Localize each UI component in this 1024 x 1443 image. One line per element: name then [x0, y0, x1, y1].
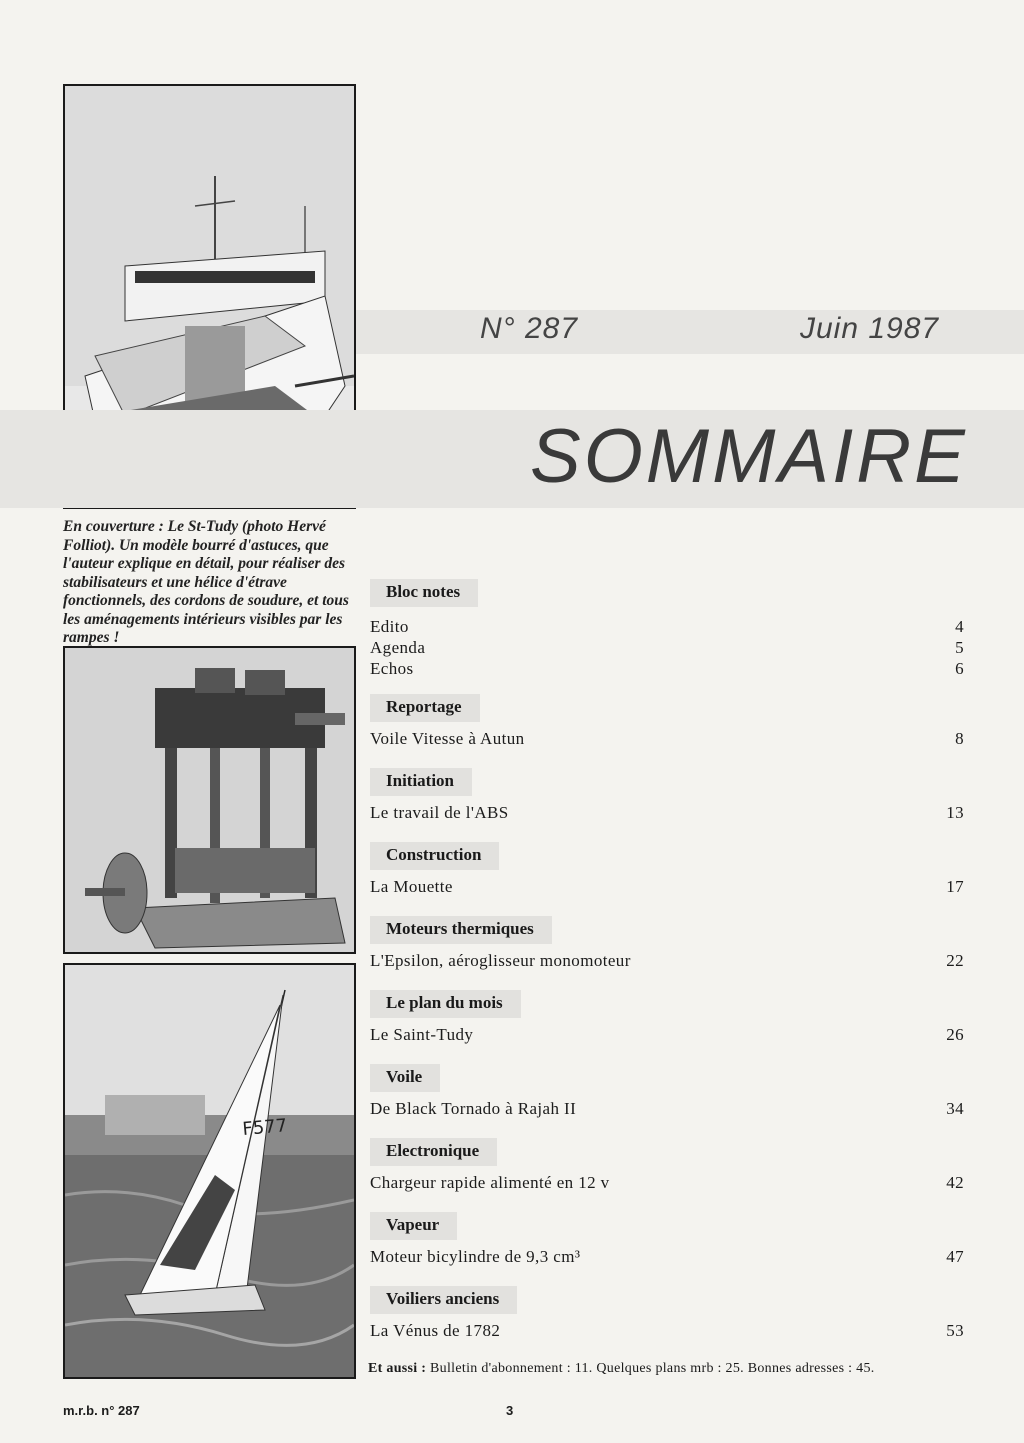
et-aussi-line — [368, 1361, 875, 1377]
sailboat-photo — [63, 963, 356, 1379]
entry-page: 8 — [955, 729, 964, 748]
issue-date: Juin 1987 — [800, 312, 940, 345]
entry-title: Chargeur rapide alimenté en 12 v — [370, 1173, 610, 1192]
entry-title: Echos — [370, 659, 414, 678]
cover-caption: En couverture : Le St-Tudy (photo Hervé Folliot). Un modèle bourré d'astuces, que l'auteur explique en détail, pour réaliser des stabilisateurs et une hélice d'étrave fonctionnels, des cordons de soudure, et tous les aménagements intérieurs visibles par les rampes ! — [63, 518, 349, 646]
footer-journal: m.r.b. n° 287 — [63, 1403, 140, 1418]
toc-entry — [370, 1172, 966, 1193]
entry-page: 42 — [946, 1173, 964, 1192]
section-heading: Voile — [370, 1064, 440, 1092]
et-aussi-label: Et aussi : — [368, 1361, 427, 1376]
section-heading: Electronique — [370, 1138, 497, 1166]
toc-entry — [370, 616, 966, 637]
entry-page: 17 — [946, 877, 964, 896]
section-heading: Initiation — [370, 768, 472, 796]
entry-page: 5 — [955, 638, 964, 657]
toc-section — [370, 768, 966, 823]
toc-entry — [370, 1320, 966, 1341]
entry-page: 13 — [946, 803, 964, 822]
entry-page: 47 — [946, 1247, 964, 1266]
toc-entry — [370, 637, 966, 658]
entry-title: Edito — [370, 617, 409, 636]
toc-entry — [370, 1098, 966, 1119]
page-title: SOMMAIRE — [530, 414, 968, 499]
entry-page: 34 — [946, 1099, 964, 1118]
entry-title: Le Saint-Tudy — [370, 1025, 474, 1044]
toc-entry — [370, 658, 966, 679]
entry-page: 6 — [955, 659, 964, 678]
toc-entry — [370, 950, 966, 971]
entry-page: 26 — [946, 1025, 964, 1044]
entry-page: 22 — [946, 951, 964, 970]
toc-section — [370, 990, 966, 1045]
entry-title: Le travail de l'ABS — [370, 803, 509, 822]
section-heading: Bloc notes — [370, 579, 478, 607]
section-heading: Moteurs thermiques — [370, 916, 552, 944]
entry-title: La Mouette — [370, 877, 453, 896]
entry-title: Agenda — [370, 638, 426, 657]
toc-section — [370, 916, 966, 971]
toc-entry — [370, 876, 966, 897]
toc-entry — [370, 1246, 966, 1267]
et-aussi-text: Bulletin d'abonnement : 11. Quelques plans mrb : 25. Bonnes adresses : 45. — [430, 1361, 875, 1376]
toc-section — [370, 1138, 966, 1193]
toc-section — [370, 842, 966, 897]
section-heading: Voiliers anciens — [370, 1286, 517, 1314]
toc-section — [370, 1286, 966, 1341]
entry-title: Moteur bicylindre de 9,3 cm³ — [370, 1247, 581, 1266]
toc-section — [370, 694, 966, 749]
sail-number-text: F577 — [241, 1115, 288, 1140]
entry-title: De Black Tornado à Rajah II — [370, 1099, 577, 1118]
steam-engine-photo — [63, 646, 356, 954]
section-heading: Construction — [370, 842, 499, 870]
toc-section — [370, 1064, 966, 1119]
section-heading: Reportage — [370, 694, 480, 722]
toc-section — [370, 579, 966, 679]
entry-page: 53 — [946, 1321, 964, 1340]
footer-page-number: 3 — [506, 1403, 514, 1418]
entry-page: 4 — [955, 617, 964, 636]
toc-section — [370, 1212, 966, 1267]
issue-number: N° 287 — [480, 312, 579, 345]
section-heading: Vapeur — [370, 1212, 457, 1240]
entry-title: Voile Vitesse à Autun — [370, 729, 525, 748]
toc-entry — [370, 802, 966, 823]
toc-entry — [370, 728, 966, 749]
toc-entry — [370, 1024, 966, 1045]
section-heading: Le plan du mois — [370, 990, 521, 1018]
entry-title: L'Epsilon, aéroglisseur monomoteur — [370, 951, 631, 970]
entry-title: La Vénus de 1782 — [370, 1321, 501, 1340]
